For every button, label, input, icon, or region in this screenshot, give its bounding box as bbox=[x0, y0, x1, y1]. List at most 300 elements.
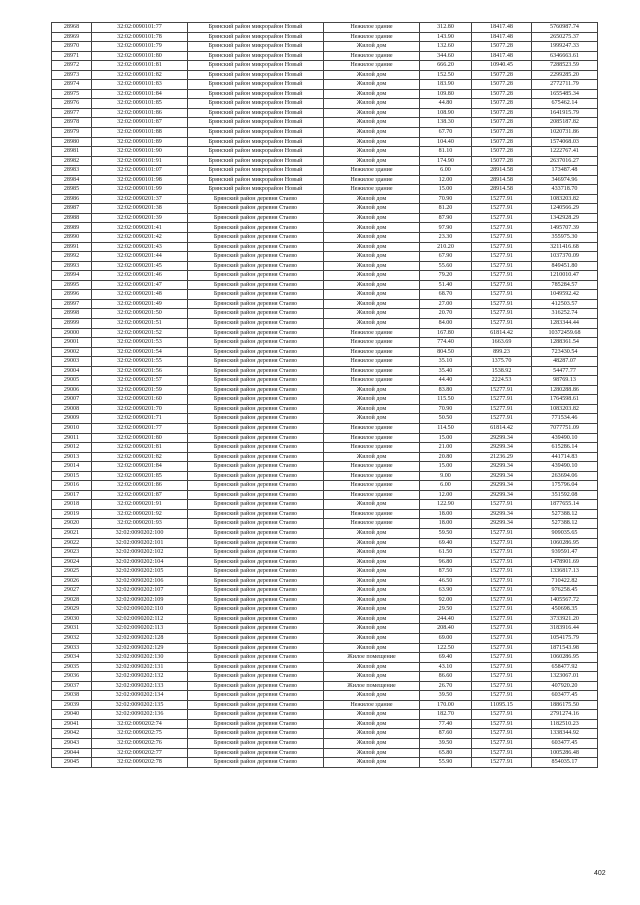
specific-value-cell: 29299.34 bbox=[472, 443, 532, 453]
object-type-cell: Нежилое здание bbox=[324, 23, 420, 33]
object-type-cell: Нежилое здание bbox=[324, 471, 420, 481]
cadastral-number-cell: 32:02:0090201:45 bbox=[92, 261, 188, 271]
object-type-cell: Нежилое здание bbox=[324, 462, 420, 472]
cadastral-value-cell: 2085187.82 bbox=[532, 118, 598, 128]
cadastral-number-cell: 32:02:0090201:38 bbox=[92, 204, 188, 214]
cadastral-number-cell: 32:02:0090201:46 bbox=[92, 271, 188, 281]
cadastral-number-cell: 32:02:0090101:88 bbox=[92, 128, 188, 138]
table-row bbox=[52, 758, 598, 768]
address-cell: Брянский район деревня Стаево bbox=[188, 213, 324, 223]
row-number-cell: 29026 bbox=[52, 576, 92, 586]
cadastral-value-cell: 1182510.23 bbox=[532, 719, 598, 729]
table-row bbox=[52, 586, 598, 596]
row-number-cell: 29031 bbox=[52, 624, 92, 634]
table-row bbox=[52, 548, 598, 558]
cadastral-number-cell: 32:02:0090101:84 bbox=[92, 89, 188, 99]
area-cell: 51.40 bbox=[420, 280, 472, 290]
area-cell: 87.50 bbox=[420, 567, 472, 577]
table-row bbox=[52, 80, 598, 90]
specific-value-cell: 29299.34 bbox=[472, 519, 532, 529]
table-row bbox=[52, 128, 598, 138]
table-row bbox=[52, 213, 598, 223]
object-type-cell: Жилой дом bbox=[324, 567, 420, 577]
row-number-cell: 29001 bbox=[52, 338, 92, 348]
specific-value-cell: 28914.58 bbox=[472, 175, 532, 185]
address-cell: Брянский район деревня Стаево bbox=[188, 252, 324, 262]
cadastral-value-cell: 263694.06 bbox=[532, 471, 598, 481]
cadastral-value-cell: 1999247.33 bbox=[532, 42, 598, 52]
specific-value-cell: 15277.91 bbox=[472, 280, 532, 290]
row-number-cell: 29025 bbox=[52, 567, 92, 577]
cadastral-value-cell: 175796.04 bbox=[532, 481, 598, 491]
object-type-cell: Жилой дом bbox=[324, 672, 420, 682]
specific-value-cell: 15277.91 bbox=[472, 729, 532, 739]
area-cell: 122.90 bbox=[420, 500, 472, 510]
cadastral-number-cell: 32:02:0090201:47 bbox=[92, 280, 188, 290]
address-cell: Брянский район деревня Стаево bbox=[188, 500, 324, 510]
object-type-cell: Жилой дом bbox=[324, 156, 420, 166]
address-cell: Брянский район деревня Стаево bbox=[188, 414, 324, 424]
address-cell: Брянский район деревня Стаево bbox=[188, 366, 324, 376]
cadastral-value-cell: 5760987.74 bbox=[532, 23, 598, 33]
address-cell: Брянский район деревня Стаево bbox=[188, 299, 324, 309]
cadastral-value-cell: 316252.74 bbox=[532, 309, 598, 319]
cadastral-value-cell: 48287.07 bbox=[532, 357, 598, 367]
area-cell: 804.50 bbox=[420, 347, 472, 357]
address-cell: Брянский район деревня Стаево bbox=[188, 443, 324, 453]
specific-value-cell: 29299.34 bbox=[472, 481, 532, 491]
row-number-cell: 29014 bbox=[52, 462, 92, 472]
cadastral-number-cell: 32:02:0090201:48 bbox=[92, 290, 188, 300]
table-row bbox=[52, 443, 598, 453]
address-cell: Брянский район деревня Стаево bbox=[188, 280, 324, 290]
row-number-cell: 29042 bbox=[52, 729, 92, 739]
cadastral-value-cell: 723430.54 bbox=[532, 347, 598, 357]
table-row bbox=[52, 70, 598, 80]
area-cell: 63.90 bbox=[420, 586, 472, 596]
cadastral-number-cell: 32:02:0090201:81 bbox=[92, 443, 188, 453]
address-cell: Брянский район деревня Стаево bbox=[188, 423, 324, 433]
row-number-cell: 29024 bbox=[52, 557, 92, 567]
specific-value-cell: 15277.91 bbox=[472, 261, 532, 271]
specific-value-cell: 15277.91 bbox=[472, 528, 532, 538]
table-row bbox=[52, 280, 598, 290]
specific-value-cell: 15077.28 bbox=[472, 99, 532, 109]
row-number-cell: 28978 bbox=[52, 118, 92, 128]
area-cell: 167.80 bbox=[420, 328, 472, 338]
cadastral-value-cell: 433718.70 bbox=[532, 185, 598, 195]
cadastral-number-cell: 32:02:0090201:56 bbox=[92, 366, 188, 376]
row-number-cell: 28988 bbox=[52, 213, 92, 223]
address-cell: Брянский район деревня Стаево bbox=[188, 586, 324, 596]
specific-value-cell: 29299.34 bbox=[472, 509, 532, 519]
row-number-cell: 29029 bbox=[52, 605, 92, 615]
row-number-cell: 29002 bbox=[52, 347, 92, 357]
cadastral-value-cell: 2637016.27 bbox=[532, 156, 598, 166]
specific-value-cell: 2224.53 bbox=[472, 376, 532, 386]
cadastral-number-cell: 32:02:0090201:50 bbox=[92, 309, 188, 319]
table-row bbox=[52, 538, 598, 548]
area-cell: 55.90 bbox=[420, 758, 472, 768]
table-row bbox=[52, 624, 598, 634]
cadastral-value-cell: 1877655.14 bbox=[532, 500, 598, 510]
cadastral-value-cell: 1060286.95 bbox=[532, 538, 598, 548]
area-cell: 18.00 bbox=[420, 509, 472, 519]
address-cell: Брянский район микрорайон Новый bbox=[188, 128, 324, 138]
area-cell: 122.50 bbox=[420, 643, 472, 653]
address-cell: Брянский район деревня Стаево bbox=[188, 404, 324, 414]
address-cell: Брянский район микрорайон Новый bbox=[188, 80, 324, 90]
table-row bbox=[52, 643, 598, 653]
specific-value-cell: 15277.91 bbox=[472, 385, 532, 395]
area-cell: 81.10 bbox=[420, 147, 472, 157]
cadastral-number-cell: 32:02:0090101:89 bbox=[92, 137, 188, 147]
address-cell: Брянский район деревня Стаево bbox=[188, 433, 324, 443]
cadastral-number-cell: 32:02:0090202:78 bbox=[92, 758, 188, 768]
table-row bbox=[52, 414, 598, 424]
object-type-cell: Нежилое здание bbox=[324, 433, 420, 443]
row-number-cell: 29007 bbox=[52, 395, 92, 405]
specific-value-cell: 1375.70 bbox=[472, 357, 532, 367]
row-number-cell: 29006 bbox=[52, 385, 92, 395]
row-number-cell: 28979 bbox=[52, 128, 92, 138]
object-type-cell: Жилой дом bbox=[324, 662, 420, 672]
cadastral-value-cell: 1495707.39 bbox=[532, 223, 598, 233]
object-type-cell: Жилой дом bbox=[324, 538, 420, 548]
table-row bbox=[52, 271, 598, 281]
object-type-cell: Жилой дом bbox=[324, 500, 420, 510]
address-cell: Брянский район деревня Стаево bbox=[188, 576, 324, 586]
specific-value-cell: 15277.91 bbox=[472, 662, 532, 672]
specific-value-cell: 15277.91 bbox=[472, 395, 532, 405]
object-type-cell: Жилой дом bbox=[324, 404, 420, 414]
object-type-cell: Нежилое здание bbox=[324, 338, 420, 348]
object-type-cell: Нежилое здание bbox=[324, 509, 420, 519]
row-number-cell: 28995 bbox=[52, 280, 92, 290]
area-cell: 83.80 bbox=[420, 385, 472, 395]
cadastral-value-cell: 7077751.09 bbox=[532, 423, 598, 433]
page-number: 402 bbox=[594, 870, 606, 877]
object-type-cell: Жилой дом bbox=[324, 318, 420, 328]
row-number-cell: 29018 bbox=[52, 500, 92, 510]
row-number-cell: 28984 bbox=[52, 175, 92, 185]
cadastral-value-cell: 3211416.68 bbox=[532, 242, 598, 252]
row-number-cell: 29013 bbox=[52, 452, 92, 462]
cadastral-value-cell: 527388.12 bbox=[532, 519, 598, 529]
table-row bbox=[52, 576, 598, 586]
table-row bbox=[52, 42, 598, 52]
cadastral-value-cell: 450698.35 bbox=[532, 605, 598, 615]
specific-value-cell: 15077.28 bbox=[472, 156, 532, 166]
object-type-cell: Жилой дом bbox=[324, 385, 420, 395]
cadastral-number-cell: 32:02:0090202:75 bbox=[92, 729, 188, 739]
address-cell: Брянский район деревня Стаево bbox=[188, 719, 324, 729]
cadastral-number-cell: 32:02:0090201:82 bbox=[92, 452, 188, 462]
object-type-cell: Жилой дом bbox=[324, 634, 420, 644]
object-type-cell: Нежилое здание bbox=[324, 357, 420, 367]
address-cell: Брянский район деревня Стаево bbox=[188, 662, 324, 672]
table-body bbox=[52, 23, 598, 768]
address-cell: Брянский район микрорайон Новый bbox=[188, 51, 324, 61]
address-cell: Брянский район деревня Стаево bbox=[188, 481, 324, 491]
specific-value-cell: 15277.91 bbox=[472, 614, 532, 624]
specific-value-cell: 899.23 bbox=[472, 347, 532, 357]
cadastral-number-cell: 32:02:0090101:78 bbox=[92, 32, 188, 42]
table-row bbox=[52, 89, 598, 99]
cadastral-number-cell: 32:02:0090201:51 bbox=[92, 318, 188, 328]
cadastral-value-cell: 1478901.69 bbox=[532, 557, 598, 567]
cadastral-value-cell: 1005286.48 bbox=[532, 748, 598, 758]
address-cell: Брянский район деревня Стаево bbox=[188, 700, 324, 710]
row-number-cell: 29043 bbox=[52, 739, 92, 749]
table-row bbox=[52, 299, 598, 309]
cadastral-number-cell: 32:02:0090202:131 bbox=[92, 662, 188, 672]
cadastral-value-cell: 527388.12 bbox=[532, 509, 598, 519]
area-cell: 114.50 bbox=[420, 423, 472, 433]
area-cell: 46.50 bbox=[420, 576, 472, 586]
cadastral-number-cell: 32:02:0090101:81 bbox=[92, 61, 188, 71]
cadastral-value-cell: 1222767.41 bbox=[532, 147, 598, 157]
table-row bbox=[52, 366, 598, 376]
row-number-cell: 29038 bbox=[52, 691, 92, 701]
cadastral-number-cell: 32:02:0090202:74 bbox=[92, 719, 188, 729]
specific-value-cell: 15277.91 bbox=[472, 500, 532, 510]
table-row bbox=[52, 99, 598, 109]
cadastral-value-cell: 1655485.34 bbox=[532, 89, 598, 99]
address-cell: Брянский район деревня Стаево bbox=[188, 634, 324, 644]
address-cell: Брянский район микрорайон Новый bbox=[188, 32, 324, 42]
object-type-cell: Нежилое здание bbox=[324, 366, 420, 376]
specific-value-cell: 15277.91 bbox=[472, 624, 532, 634]
area-cell: 87.60 bbox=[420, 729, 472, 739]
cadastral-value-cell: 1886175.50 bbox=[532, 700, 598, 710]
area-cell: 23.30 bbox=[420, 233, 472, 243]
object-type-cell: Жилой дом bbox=[324, 242, 420, 252]
area-cell: 132.60 bbox=[420, 42, 472, 52]
object-type-cell: Жилой дом bbox=[324, 118, 420, 128]
table-row bbox=[52, 51, 598, 61]
row-number-cell: 29027 bbox=[52, 586, 92, 596]
row-number-cell: 28994 bbox=[52, 271, 92, 281]
row-number-cell: 28989 bbox=[52, 223, 92, 233]
table-row bbox=[52, 557, 598, 567]
cadastral-value-cell: 3733921.20 bbox=[532, 614, 598, 624]
object-type-cell: Жилой дом bbox=[324, 624, 420, 634]
cadastral-value-cell: 939591.47 bbox=[532, 548, 598, 558]
specific-value-cell: 15077.28 bbox=[472, 118, 532, 128]
row-number-cell: 28983 bbox=[52, 166, 92, 176]
area-cell: 27.00 bbox=[420, 299, 472, 309]
row-number-cell: 28997 bbox=[52, 299, 92, 309]
cadastral-value-cell: 439490.10 bbox=[532, 462, 598, 472]
object-type-cell: Жилое помещение bbox=[324, 653, 420, 663]
specific-value-cell: 15077.28 bbox=[472, 137, 532, 147]
area-cell: 79.20 bbox=[420, 271, 472, 281]
object-type-cell: Жилой дом bbox=[324, 614, 420, 624]
row-number-cell: 29030 bbox=[52, 614, 92, 624]
row-number-cell: 29008 bbox=[52, 404, 92, 414]
address-cell: Брянский район микрорайон Новый bbox=[188, 156, 324, 166]
address-cell: Брянский район деревня Стаево bbox=[188, 538, 324, 548]
table-row bbox=[52, 328, 598, 338]
table-row bbox=[52, 567, 598, 577]
table-row bbox=[52, 748, 598, 758]
cadastral-value-cell: 1083203.82 bbox=[532, 194, 598, 204]
object-type-cell: Жилой дом bbox=[324, 729, 420, 739]
table-row bbox=[52, 433, 598, 443]
table-row bbox=[52, 739, 598, 749]
address-cell: Брянский район деревня Стаево bbox=[188, 509, 324, 519]
address-cell: Брянский район деревня Стаево bbox=[188, 567, 324, 577]
cadastral-number-cell: 32:02:0090202:105 bbox=[92, 567, 188, 577]
specific-value-cell: 15277.91 bbox=[472, 414, 532, 424]
address-cell: Брянский район микрорайон Новый bbox=[188, 147, 324, 157]
cadastral-value-cell: 771534.46 bbox=[532, 414, 598, 424]
specific-value-cell: 15277.91 bbox=[472, 643, 532, 653]
address-cell: Брянский район деревня Стаево bbox=[188, 653, 324, 663]
object-type-cell: Жилой дом bbox=[324, 691, 420, 701]
address-cell: Брянский район деревня Стаево bbox=[188, 309, 324, 319]
specific-value-cell: 28914.58 bbox=[472, 185, 532, 195]
cadastral-value-cell: 1405567.72 bbox=[532, 595, 598, 605]
cadastral-number-cell: 32:02:0090201:55 bbox=[92, 357, 188, 367]
cadastral-value-cell: 1574068.03 bbox=[532, 137, 598, 147]
cadastral-number-cell: 32:02:0090201:77 bbox=[92, 423, 188, 433]
row-number-cell: 29028 bbox=[52, 595, 92, 605]
table-row bbox=[52, 137, 598, 147]
cadastral-number-cell: 32:02:0090202:100 bbox=[92, 528, 188, 538]
area-cell: 68.70 bbox=[420, 290, 472, 300]
specific-value-cell: 15277.91 bbox=[472, 194, 532, 204]
table-row bbox=[52, 194, 598, 204]
object-type-cell: Нежилое здание bbox=[324, 700, 420, 710]
row-number-cell: 29041 bbox=[52, 719, 92, 729]
cadastral-number-cell: 32:02:0090201:85 bbox=[92, 471, 188, 481]
object-type-cell: Жилой дом bbox=[324, 89, 420, 99]
row-number-cell: 29003 bbox=[52, 357, 92, 367]
cadastral-number-cell: 32:02:0090202:107 bbox=[92, 586, 188, 596]
area-cell: 39.50 bbox=[420, 691, 472, 701]
row-number-cell: 29016 bbox=[52, 481, 92, 491]
cadastral-number-cell: 32:02:0090201:70 bbox=[92, 404, 188, 414]
cadastral-number-cell: 32:02:0090101:80 bbox=[92, 51, 188, 61]
object-type-cell: Жилой дом bbox=[324, 147, 420, 157]
address-cell: Брянский район деревня Стаево bbox=[188, 261, 324, 271]
cadastral-number-cell: 32:02:0090202:101 bbox=[92, 538, 188, 548]
table-row bbox=[52, 528, 598, 538]
row-number-cell: 29011 bbox=[52, 433, 92, 443]
cadastral-value-cell: 1083203.82 bbox=[532, 404, 598, 414]
table-row bbox=[52, 357, 598, 367]
cadastral-value-cell: 2650275.37 bbox=[532, 32, 598, 42]
specific-value-cell: 18417.48 bbox=[472, 51, 532, 61]
area-cell: 138.30 bbox=[420, 118, 472, 128]
row-number-cell: 29036 bbox=[52, 672, 92, 682]
specific-value-cell: 15277.91 bbox=[472, 252, 532, 262]
cadastral-number-cell: 32:02:0090202:113 bbox=[92, 624, 188, 634]
area-cell: 65.80 bbox=[420, 748, 472, 758]
object-type-cell: Жилой дом bbox=[324, 395, 420, 405]
area-cell: 9.00 bbox=[420, 471, 472, 481]
object-type-cell: Жилой дом bbox=[324, 528, 420, 538]
table-row bbox=[52, 653, 598, 663]
row-number-cell: 28972 bbox=[52, 61, 92, 71]
specific-value-cell: 18417.48 bbox=[472, 32, 532, 42]
row-number-cell: 28992 bbox=[52, 252, 92, 262]
specific-value-cell: 15277.91 bbox=[472, 586, 532, 596]
area-cell: 86.60 bbox=[420, 672, 472, 682]
cadastral-value-cell: 603477.45 bbox=[532, 691, 598, 701]
specific-value-cell: 15277.91 bbox=[472, 223, 532, 233]
area-cell: 174.90 bbox=[420, 156, 472, 166]
address-cell: Брянский район деревня Стаево bbox=[188, 595, 324, 605]
address-cell: Брянский район деревня Стаево bbox=[188, 204, 324, 214]
cadastral-number-cell: 32:02:0090202:112 bbox=[92, 614, 188, 624]
row-number-cell: 29044 bbox=[52, 748, 92, 758]
table-row bbox=[52, 681, 598, 691]
table-row bbox=[52, 471, 598, 481]
row-number-cell: 28974 bbox=[52, 80, 92, 90]
table-row bbox=[52, 719, 598, 729]
specific-value-cell: 15277.91 bbox=[472, 758, 532, 768]
cadastral-number-cell: 32:02:0090101:87 bbox=[92, 118, 188, 128]
object-type-cell: Нежилое здание bbox=[324, 185, 420, 195]
address-cell: Брянский район деревня Стаево bbox=[188, 710, 324, 720]
cadastral-value-cell: 351592.08 bbox=[532, 490, 598, 500]
object-type-cell: Жилой дом bbox=[324, 128, 420, 138]
object-type-cell: Жилой дом bbox=[324, 223, 420, 233]
row-number-cell: 28987 bbox=[52, 204, 92, 214]
cadastral-number-cell: 32:02:0090101:83 bbox=[92, 80, 188, 90]
cadastral-value-cell: 173487.48 bbox=[532, 166, 598, 176]
area-cell: 18.00 bbox=[420, 519, 472, 529]
specific-value-cell: 15277.91 bbox=[472, 204, 532, 214]
row-number-cell: 29000 bbox=[52, 328, 92, 338]
specific-value-cell: 15277.91 bbox=[472, 290, 532, 300]
cadastral-value-cell: 1342928.29 bbox=[532, 213, 598, 223]
table-row bbox=[52, 23, 598, 33]
table-row bbox=[52, 166, 598, 176]
address-cell: Брянский район деревня Стаево bbox=[188, 672, 324, 682]
address-cell: Брянский район микрорайон Новый bbox=[188, 175, 324, 185]
area-cell: 44.80 bbox=[420, 99, 472, 109]
object-type-cell: Жилой дом bbox=[324, 748, 420, 758]
specific-value-cell: 15277.91 bbox=[472, 634, 532, 644]
table-row bbox=[52, 318, 598, 328]
row-number-cell: 28969 bbox=[52, 32, 92, 42]
cadastral-number-cell: 32:02:0090202:129 bbox=[92, 643, 188, 653]
specific-value-cell: 1663.69 bbox=[472, 338, 532, 348]
row-number-cell: 28971 bbox=[52, 51, 92, 61]
cadastral-value-cell: 1338344.92 bbox=[532, 729, 598, 739]
table-row bbox=[52, 404, 598, 414]
cadastral-number-cell: 32:02:0090101:77 bbox=[92, 23, 188, 33]
object-type-cell: Жилой дом bbox=[324, 557, 420, 567]
row-number-cell: 28975 bbox=[52, 89, 92, 99]
row-number-cell: 29034 bbox=[52, 653, 92, 663]
cadastral-value-cell: 976258.45 bbox=[532, 586, 598, 596]
table-row bbox=[52, 242, 598, 252]
area-cell: 210.20 bbox=[420, 242, 472, 252]
cadastral-number-cell: 32:02:0090101:86 bbox=[92, 108, 188, 118]
row-number-cell: 28973 bbox=[52, 70, 92, 80]
address-cell: Брянский район деревня Стаево bbox=[188, 395, 324, 405]
table-row bbox=[52, 175, 598, 185]
address-cell: Брянский район микрорайон Новый bbox=[188, 185, 324, 195]
area-cell: 344.60 bbox=[420, 51, 472, 61]
specific-value-cell: 15077.28 bbox=[472, 147, 532, 157]
area-cell: 15.00 bbox=[420, 185, 472, 195]
